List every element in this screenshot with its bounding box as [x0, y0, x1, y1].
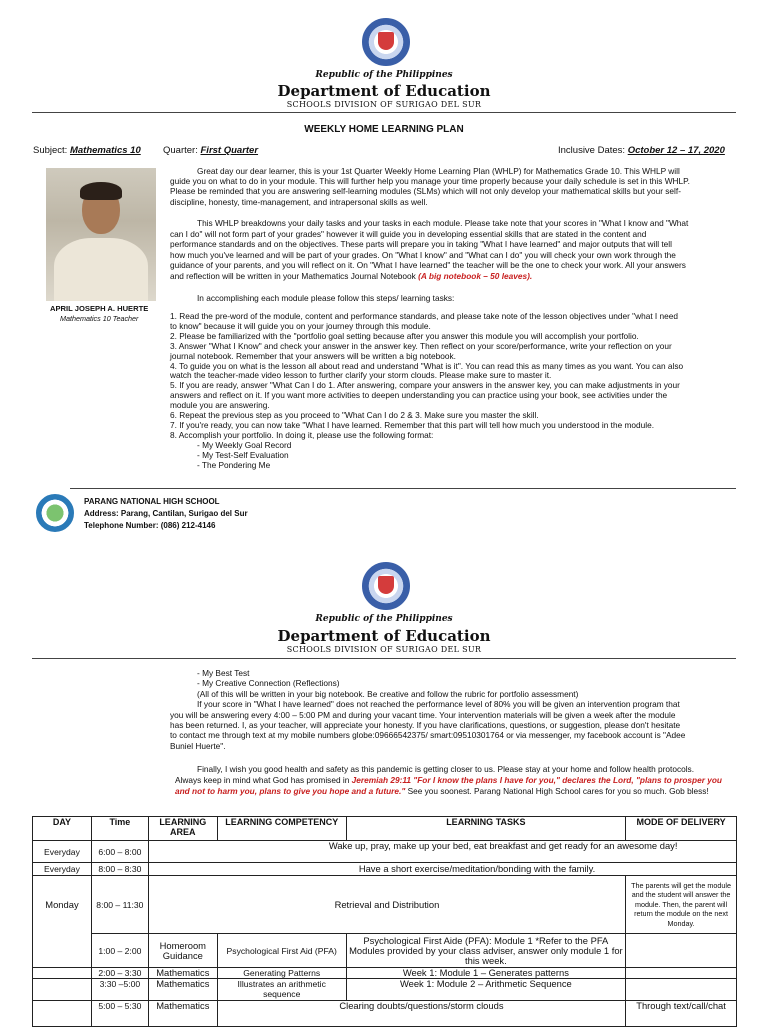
header-competency: LEARNING COMPETENCY	[217, 817, 346, 841]
steps-line: - My Test-Self Evaluation	[197, 449, 289, 460]
cell-task: Retrieval and Distribution	[148, 876, 625, 934]
intro-line: Great day our dear learner, this is your 1st Quarter Weekly Home Learning Plan (WHLP) for Mathematics Grade 10. This WHLP will	[197, 166, 680, 176]
cell-mode: The parents will get the module and the student will answer the module. Then, the parent will return the module on the next Monday.	[626, 876, 737, 934]
school-address: Address: Parang, Cantilan, Surigao del Sur	[84, 509, 248, 518]
department-title: Department of Education	[277, 82, 491, 100]
schedule-table	[32, 816, 737, 1027]
cell-time: 1:00 – 2:00	[91, 934, 148, 968]
cell-competency: Generating Patterns	[217, 968, 346, 979]
steps-intro: In accomplishing each module please follow this steps/ learning tasks:	[197, 293, 455, 303]
table-row	[33, 1001, 737, 1027]
cell-task: Have a short exercise/meditation/bonding with the family.	[148, 863, 736, 876]
division-label: SCHOOLS DIVISION OF SURIGAO DEL SUR	[286, 100, 482, 109]
header-area: LEARNING AREA	[148, 817, 217, 841]
cell-mode: Through text/call/chat	[626, 1001, 737, 1027]
header-time: Time	[91, 817, 148, 841]
deped-seal-icon	[362, 562, 410, 610]
school-phone: Telephone Number: (086) 212-4146	[84, 521, 216, 530]
table-row	[33, 863, 737, 876]
steps-line: 3. Answer "What I Know" and check your answer in the answer key. Then reflect on your score/performance, write your reflection on your	[170, 340, 672, 351]
cell-task: Week 1: Module 2 – Arithmetic Sequence	[346, 979, 625, 1001]
header-mode: MODE OF DELIVERY	[626, 817, 737, 841]
steps-line: 4. To guide you on what is the lesson all about read and understand "What is it". You can read this as many times as you want. You can also	[170, 360, 684, 371]
subject-meta	[33, 145, 141, 156]
page-title: WEEKLY HOME LEARNING PLAN	[304, 124, 464, 135]
closing-line: Finally, I wish you good health and safety as this pandemic is getting closer to us. Please stay at your home and follow health protocols.	[197, 764, 695, 774]
cell-task: Psychological First Aide (PFA): Module 1 *Refer to the PFA Modules provided by your class adviser, answer only module 1 for this week.	[346, 934, 625, 968]
cell-area: Homeroom Guidance	[148, 934, 217, 968]
cell-day	[33, 1001, 92, 1027]
cell-day	[33, 968, 92, 979]
steps-line: watch the teacher-made video lesson to further clarify your storm clouds. Please make sure to master it.	[170, 370, 552, 381]
closing-end: See you soonest. Parang National High School cares for you so much. Gob bless!	[405, 785, 709, 796]
cell-task: Clearing doubts/questions/storm clouds	[217, 1001, 625, 1027]
school-name: PARANG NATIONAL HIGH SCHOOL	[84, 497, 220, 506]
footer-divider	[70, 488, 736, 489]
quarter-meta	[163, 145, 258, 156]
steps-line: - My Weekly Goal Record	[197, 439, 292, 450]
steps-line: answers and reflect on it. If you want more activities to deepen understanding you can practice using your book, see activities under the	[170, 390, 668, 401]
deped-seal-icon	[362, 18, 410, 66]
table-row	[33, 876, 737, 934]
closing-lead: Always keep in mind what God has promised in	[175, 774, 352, 785]
intro-line: Please be reminded that you are answering self-learning modules (SLMs) which will not only develop your mathematical skills but your self-	[170, 186, 681, 197]
teacher-name: APRIL JOSEPH A. HUERTE	[50, 304, 149, 313]
school-seal-icon	[36, 494, 74, 532]
page2-line: to contact me through text at my mobile numbers globe:09666542375/ smart:09510301764 or via messenger, my facebook account is "Adee	[170, 730, 686, 741]
breakdown-line: and reflection will be written in your Mathematics Journal Notebook (A big notebook – 50 leaves).	[170, 271, 533, 281]
republic-label: Republic of the Philippines	[315, 614, 453, 624]
steps-line: to know" because it will guide you on your journey through this module.	[170, 320, 431, 331]
notebook-note: (A big notebook – 50 leaves).	[415, 271, 533, 281]
steps-line: - The Pondering Me	[197, 459, 271, 470]
header-day: DAY	[33, 817, 92, 841]
page2-line: - My Best Test	[197, 668, 250, 678]
table-row	[33, 934, 737, 968]
cell-day	[33, 979, 92, 1001]
steps-line: 1. Read the pre-word of the module, content and performance standards, and please take note of the lesson objectives under "what I need	[170, 311, 678, 321]
cell-area: Mathematics	[148, 979, 217, 1001]
cell-time: 6:00 – 8:00	[91, 841, 148, 863]
cell-time: 3:30 –5:00	[91, 979, 148, 1001]
quarter-label: Quarter:	[163, 145, 198, 156]
intro-line: guide you on what to do in your module. This will further help you manage your time properly because your daily schedule is set in this WHLP.	[170, 176, 690, 187]
page2-line: - My Creative Connection (Reflections)	[197, 678, 340, 689]
department-title: Department of Education	[277, 627, 491, 645]
intro-line: discipline, honesty, time-management, and intrapersonal skills as well.	[170, 196, 428, 207]
cell-mode	[626, 979, 737, 1001]
teacher-role: Mathematics 10 Teacher	[60, 314, 139, 323]
cell-mode	[626, 934, 737, 968]
steps-line: 5. If you are ready, answer "What Can I do 1. After answering, compare your answers in the answer key, you can make adjustments in your	[170, 380, 680, 391]
cell-area: Mathematics	[148, 968, 217, 979]
cell-time: 2:00 – 3:30	[91, 968, 148, 979]
cell-day: Monday	[33, 876, 92, 968]
closing-verse-block	[175, 775, 737, 797]
table-row	[33, 979, 737, 1001]
quarter-value: First Quarter	[200, 145, 259, 156]
steps-line: 6. Repeat the previous step as you proceed to "What Can I do 2 & 3. Make sure you master the skill.	[170, 410, 539, 420]
republic-label: Republic of the Philippines	[315, 70, 453, 80]
header-divider	[32, 658, 736, 659]
steps-line: 8. Accomplish your portfolio. In doing it, please use the following format:	[170, 429, 434, 440]
steps-line: module you are answering.	[170, 400, 270, 411]
page2-line: has been returned. I, as your teacher, will appreciate your honesty. If you have clarifications, questions, or suggestion, please don't hesitate	[170, 720, 681, 730]
steps-line: journal notebook. Remember that your answers will be written a big notebook.	[170, 350, 456, 361]
page2-line: If your score in "What I have learned" does not reached the performance level of 80% you will be given an intervention program that	[197, 699, 680, 710]
page2-line: (All of this will be written in your big notebook. Be creative and follow the rubric for portfolio assessment)	[197, 688, 579, 699]
division-label: SCHOOLS DIVISION OF SURIGAO DEL SUR	[286, 645, 482, 654]
breakdown-line: performance standards and on the objectives. These parts will prepare you in taking "What I have learned" and major outputs that will tell	[170, 239, 672, 250]
cell-area: Mathematics	[148, 1001, 217, 1027]
cell-day: Everyday	[33, 863, 92, 876]
dates-meta	[558, 145, 725, 156]
steps-line: 2. Please be familiarized with the "portfolio goal setting because after you answer this module you will accomplish your portfolio.	[170, 330, 639, 341]
cell-competency: Illustrates an arithmetic sequence	[217, 979, 346, 1001]
breakdown-line: guidance of your parents, and you will reflect on it. On "What I have learned" the teacher will be the one to check your work. All your answers	[170, 260, 686, 271]
dates-label: Inclusive Dates:	[558, 145, 626, 156]
page2-line: Buniel Huerte".	[170, 740, 226, 751]
subject-value: Mathematics 10	[69, 145, 141, 156]
table-header-row	[33, 817, 737, 841]
cell-competency: Psychological First Aid (PFA)	[217, 934, 346, 968]
cell-mode	[626, 968, 737, 979]
cell-time: 5:00 – 5:30	[91, 1001, 148, 1027]
cell-task: Week 1: Module 1 – Generates patterns	[346, 968, 625, 979]
breakdown-line: can I do" will not form part of your grades" however it will guide you in developing essential skills that are stated in the content and	[170, 228, 647, 239]
cell-time: 8:00 – 11:30	[91, 876, 148, 934]
header-divider	[32, 112, 736, 113]
page2-line: you will be answering every 4:00 – 5:00 PM and during your vacant time. Your intervention materials will be given a week after the module	[170, 709, 676, 720]
table-row	[33, 968, 737, 979]
cell-task: Wake up, pray, make up your bed, eat breakfast and get ready for an awesome day!	[148, 841, 736, 863]
steps-line: 7. If you're ready, you can now take "What I have learned. Remember that this part will tell how much you understood in the module.	[170, 419, 655, 430]
cell-time: 8:00 – 8:30	[91, 863, 148, 876]
bible-verse: Jeremiah 29:11 "For I know the plans I have for you," declares the Lord, "plans to prosper you and not to harm you, plans to give you hope and a future."	[175, 774, 722, 796]
breakdown-line: how much you've learned and will be part of your grades. On "What I know" and "What can I do" you will check your own work through the	[170, 249, 676, 260]
teacher-photo	[46, 168, 156, 301]
cell-day: Everyday	[33, 841, 92, 863]
table-row	[33, 841, 737, 863]
breakdown-line: This WHLP breakdowns your daily tasks and your tasks in each module. Please take note that your scores in "What I know and "What	[197, 218, 689, 228]
header-tasks: LEARNING TASKS	[346, 817, 625, 841]
subject-label: Subject:	[33, 145, 68, 156]
dates-value: October 12 – 17, 2020	[627, 145, 725, 156]
